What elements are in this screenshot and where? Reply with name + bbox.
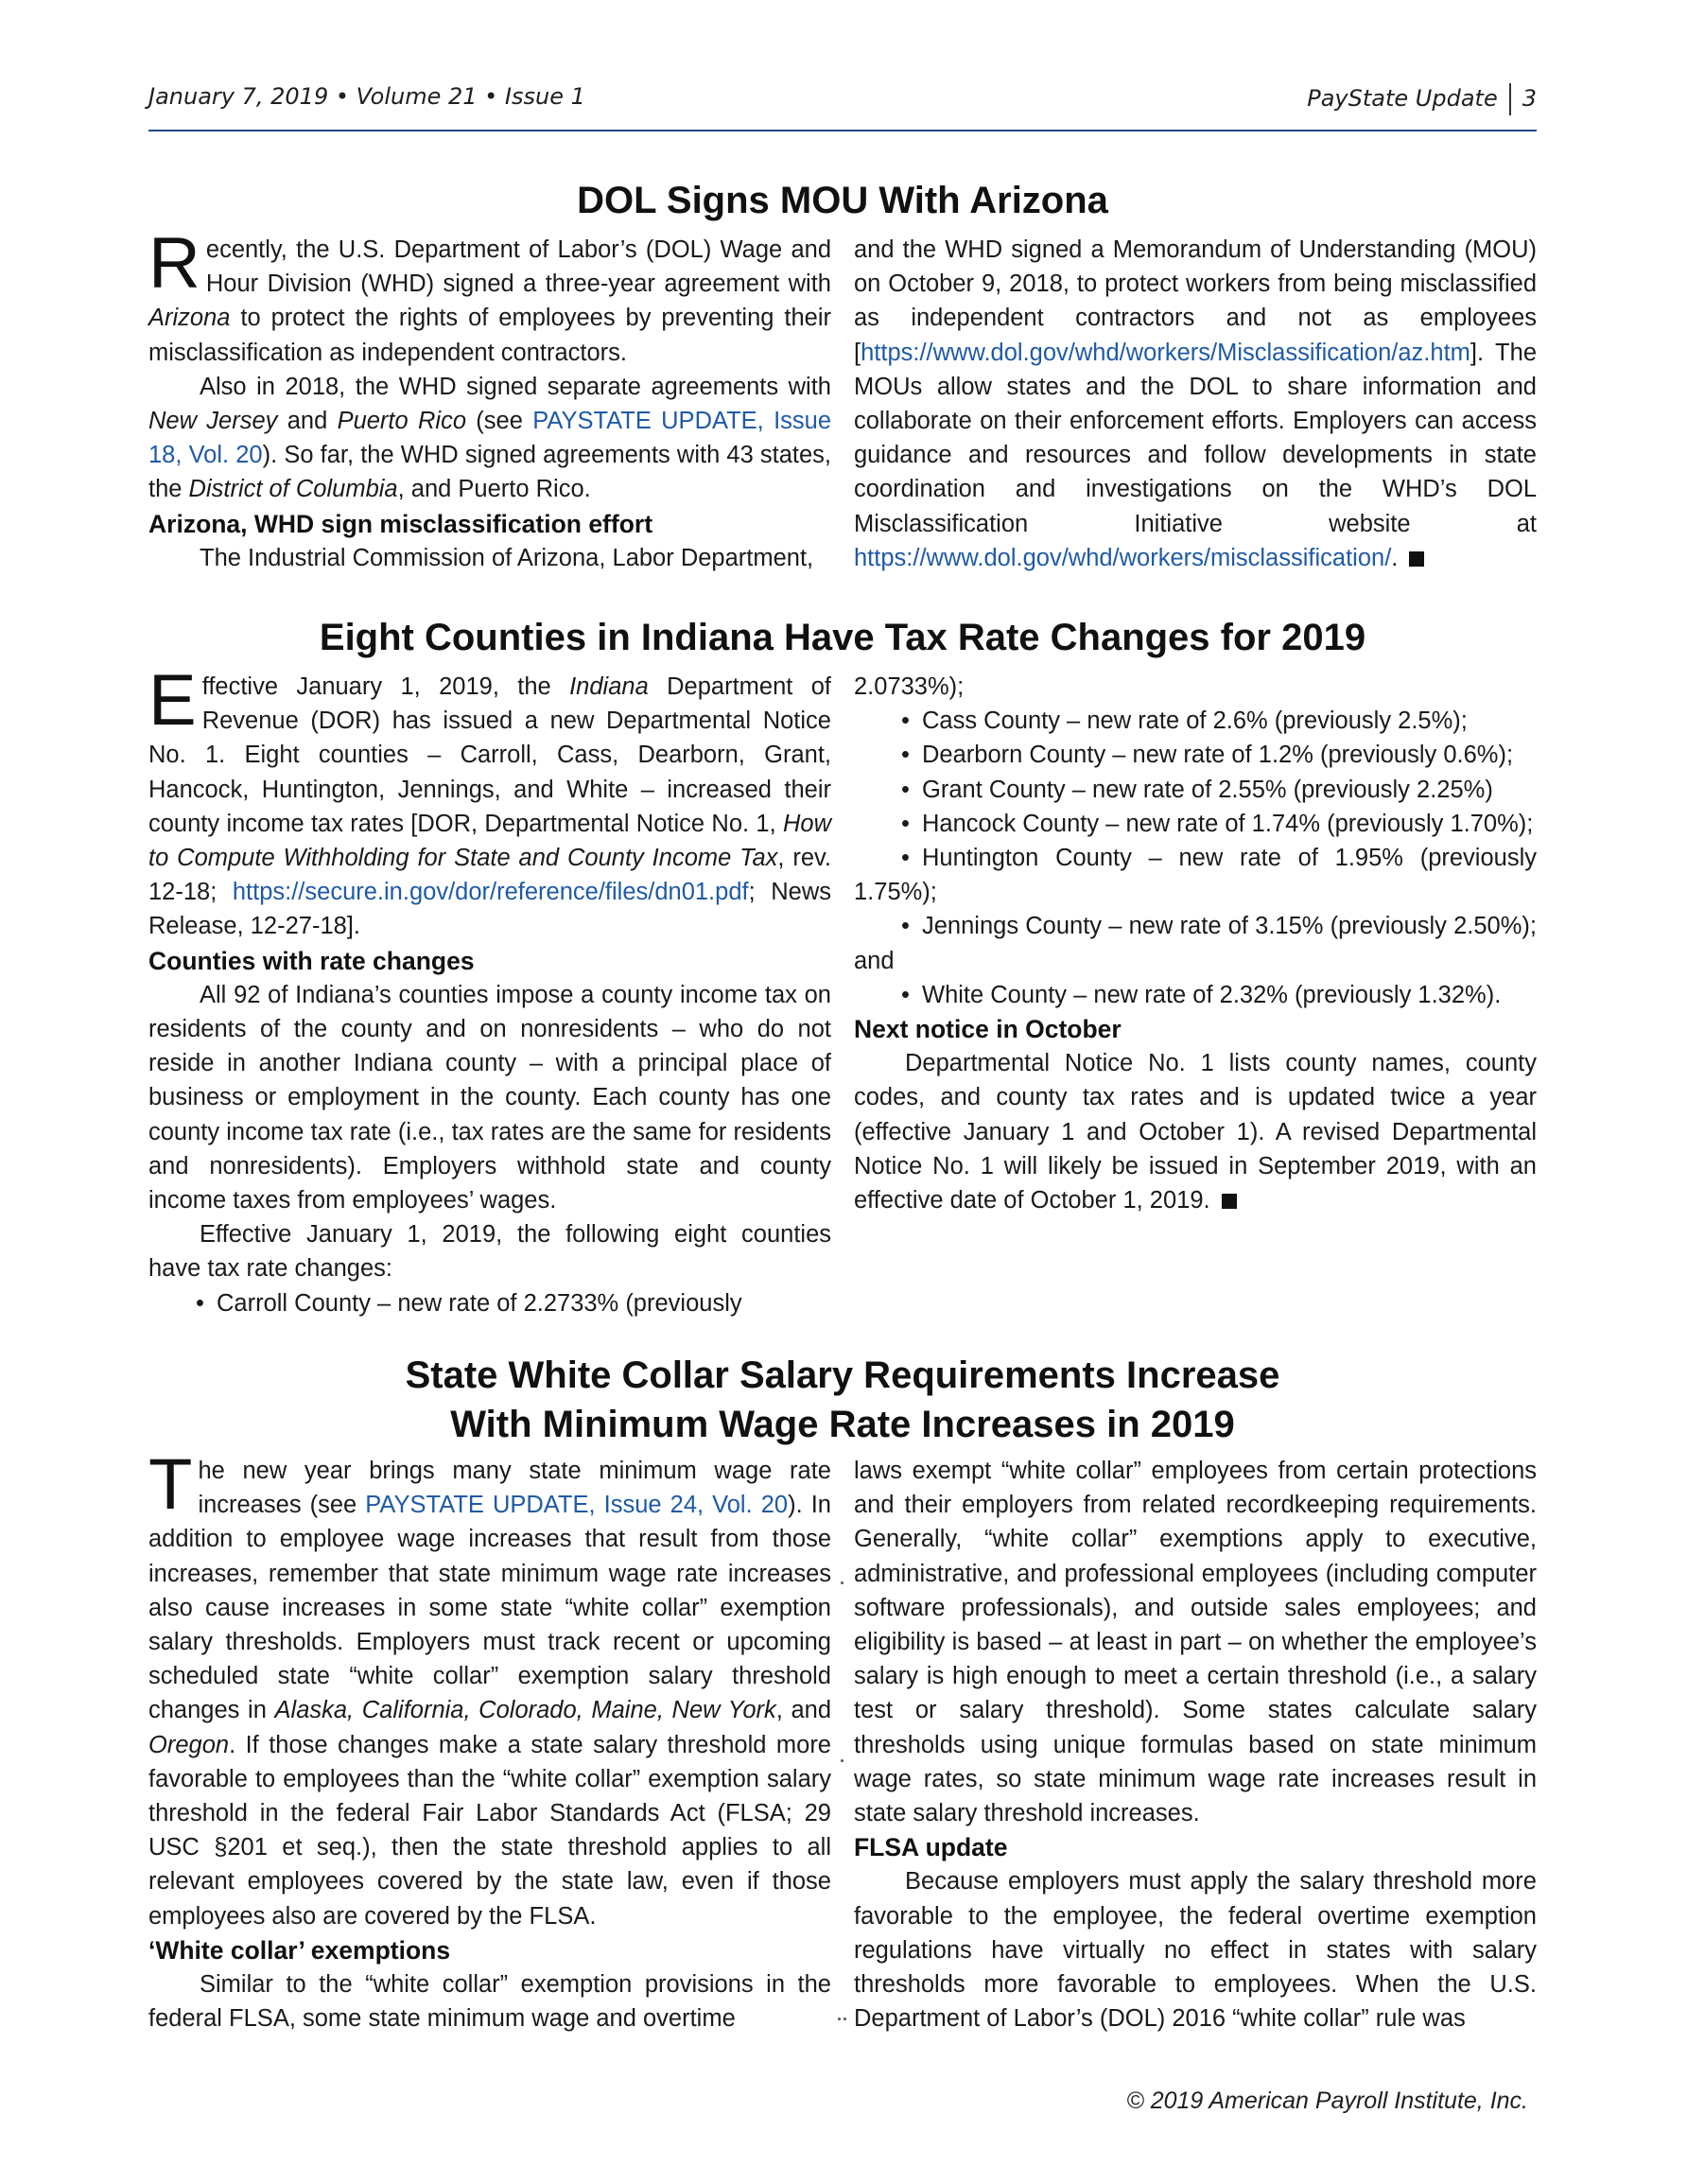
copyright-footer: © 2019 American Payroll Institute, Inc. <box>1126 2088 1528 2114</box>
article2-col-left <box>148 660 832 1320</box>
dropcap: E <box>148 660 197 741</box>
article1-para3: and the WHD signed a Memorandum of Understanding (MOU) on October 9, 2018, to protect workers from being misclassified as independent contractors and not as employees [https://www.dol.gov/whd/workers/Misclassification/az.htm]. The MOUs allow states and the DOL to share information and collaborate on their enforcement efforts. Employers can access guidance and resources and follow developments in state coordination and investigations on the WHD’s DOL Misclassification Initiative website at https://www.dol.gov/whd/workers/misclassification/. <box>854 236 1537 571</box>
article1-subhead: Arizona, WHD sign misclassification effort <box>148 509 653 538</box>
article3-subhead1: ‘White collar’ exemptions <box>148 1935 451 1965</box>
list-item: • Hancock County – new rate of 1.74% (previously 1.70%); <box>854 807 1537 841</box>
article2-para2: All 92 of Indiana’s counties impose a county income tax on residents of the county and on nonresidents – who do not reside in another Indiana county – with a principal place of business or employment in the county. Each county has one county income tax rate (i.e., tax rates are the same for residents and nonresidents). Employers withhold state and county income taxes from employees’ wages. <box>148 981 831 1214</box>
article3-para2-start: Similar to the “white collar” exemption provisions in the federal FLSA, some state minimum wage and overtime <box>148 1971 831 2033</box>
article2-col-right <box>854 670 1537 1217</box>
article3-title-line2: With Minimum Wage Rate Increases in 2019 <box>450 1404 1235 1445</box>
article1-col-left <box>148 223 832 541</box>
article2-title: Eight Counties in Indiana Have Tax Rate Changes for 2019 <box>319 617 1366 658</box>
list-item: • Carroll County – new rate of 2.2733% (previously <box>148 1286 831 1320</box>
list-item: • Jennings County – new rate of 3.15% (previously 2.50%); and <box>854 909 1537 977</box>
dropcap: R <box>148 223 200 304</box>
list-item: • Cass County – new rate of 2.6% (previously 2.5%); <box>854 704 1537 738</box>
article2-para1: Effective January 1, 2019, the Indiana Department of Revenue (DOR) has issued a new Departmental Notice No. 1. Eight counties – Carroll, Cass, Dearborn, Grant, Hancock, Huntington, Jennings, and White – increased their county income tax rates [DOR, Departmental Notice No. 1, How to Compute Withholding for State and County Income Tax, rev. 12-18; https://secure.in.gov/dor/reference/files/dn01.pdf; News Release, 12-27-18]. <box>148 660 832 940</box>
paystate-update-issue24-link[interactable]: PAYSTATE UPDATE, Issue 24, Vol. 20 <box>365 1492 789 1519</box>
county-list-right <box>854 704 1537 1012</box>
dol-misclassification-link[interactable]: https://www.dol.gov/whd/workers/misclassification/ <box>854 544 1392 571</box>
article2-para4: Departmental Notice No. 1 lists county names, county codes, and county tax rates and is updated twice a year (effective January 1 and October 1). A revised Departmental Notice No. 1 will likely be issued in September 2019, with an effective date of October 1, 2019. <box>854 1050 1537 1214</box>
article1-para2: Also in 2018, the WHD signed separate agreements with New Jersey and Puerto Rico (see PAYSTATE UPDATE, Issue 18, Vol. 20). So far, the WHD signed agreements with 43 states, the District of Columbia, and Puerto Rico. <box>148 373 832 503</box>
article2-para3: Effective January 1, 2019, the following eight counties have tax rate changes: <box>148 1221 831 1283</box>
page-number: 3 <box>1522 85 1537 112</box>
article1-para3-start <box>148 541 831 575</box>
gutter-dot <box>838 2018 841 2020</box>
dol-az-mou-link[interactable]: https://www.dol.gov/whd/workers/Misclassification/az.htm <box>861 339 1470 366</box>
article2-subhead2: Next notice in October <box>854 1015 1122 1044</box>
end-of-article-mark <box>1409 551 1424 567</box>
carroll-continuation: 2.0733%); <box>854 673 965 700</box>
article3-para2-cont: laws exempt “white collar” employees from certain protections and their employers from related recordkeeping requirements. Generally, “white collar” exemptions apply to executive, administrative, and professional employees (including computer software professionals), and outside sales employees; and eligibility is based – at least in part – on whether the employee’s salary is high enough to meet a certain threshold (i.e., a salary test or salary threshold). Some states calculate salary thresholds using unique formulas based on state minimum wage rates, so state minimum wage rate increases result in state salary threshold increases. <box>854 1458 1537 1827</box>
article1-title: DOL Signs MOU With Arizona <box>577 180 1108 221</box>
header-rule <box>148 130 1537 131</box>
county-list-left <box>148 1286 831 1320</box>
article1-para1: Recently, the U.S. Department of Labor’s (DOL) Wage and Hour Division (WHD) signed a three-year agreement with Arizona to protect the rights of employees by preventing their misclassification as independent contractors. <box>148 223 831 366</box>
article3-title-line1: State White Collar Salary Requirements Increase <box>405 1354 1280 1396</box>
list-item: • Grant County – new rate of 2.55% (previously 2.25%) <box>854 773 1537 807</box>
header-separator <box>1509 83 1511 115</box>
gutter-dot <box>841 1581 844 1584</box>
list-item: • Dearborn County – new rate of 1.2% (previously 0.6%); <box>854 738 1537 772</box>
gutter-dot <box>841 1759 844 1762</box>
article3-col-left <box>148 1444 832 2035</box>
issue-info: January 7, 2019 • Volume 21 • Issue 1 <box>148 83 585 110</box>
dor-notice-link[interactable]: https://secure.in.gov/dor/reference/files/dn01.pdf <box>232 879 749 906</box>
running-header <box>148 79 1537 117</box>
article3-subhead2: FLSA update <box>854 1833 1008 1862</box>
publication-name: PayState Update <box>1307 85 1498 112</box>
gutter-dot <box>844 2018 846 2020</box>
list-item: • Huntington County – new rate of 1.95% (previously 1.75%); <box>854 841 1537 909</box>
article3-col-right <box>854 1454 1537 2035</box>
list-item: • White County – new rate of 2.32% (previously 1.32%). <box>854 978 1537 1012</box>
publication-pagenum <box>1307 83 1537 115</box>
dropcap: T <box>148 1444 193 1525</box>
article3-para3: Because employers must apply the salary threshold more favorable to the employee, the federal overtime exemption regulations have virtually no effect in states with salary thresholds more favorable to employees. When the U.S. Department of Labor’s (DOL) 2016 “white collar” rule was <box>854 1868 1537 2033</box>
article1-para3-line1: The Industrial Commission of Arizona, Labor Department, <box>200 545 814 571</box>
article3-para1: The new year brings many state minimum wage rate increases (see PAYSTATE UPDATE, Issue 24, Vol. 20). In addition to employee wage increases that result from those increases, remember that state minimum wage rate increases also cause increases in some state “white collar” exemption salary thresholds. Employers must track recent or upcoming scheduled state “white collar” exemption salary threshold changes in Alaska, California, Colorado, Maine, New York, and Oregon. If those changes make a state salary threshold more favorable to employees than the “white collar” exemption salary threshold in the federal Fair Labor Standards Act (FLSA; 29 USC §201 et seq.), then the state threshold applies to all relevant employees covered by the state law, even if those employees also are covered by the FLSA. <box>148 1444 832 1930</box>
paystate-update-link[interactable]: PAYSTATE UPDATE, Issue 18, Vol. 20 <box>148 408 832 469</box>
article3-title <box>148 1351 1537 1449</box>
article2-subhead1: Counties with rate changes <box>148 946 475 975</box>
article1-col-right <box>854 233 1537 575</box>
end-of-article-mark <box>1222 1194 1237 1209</box>
